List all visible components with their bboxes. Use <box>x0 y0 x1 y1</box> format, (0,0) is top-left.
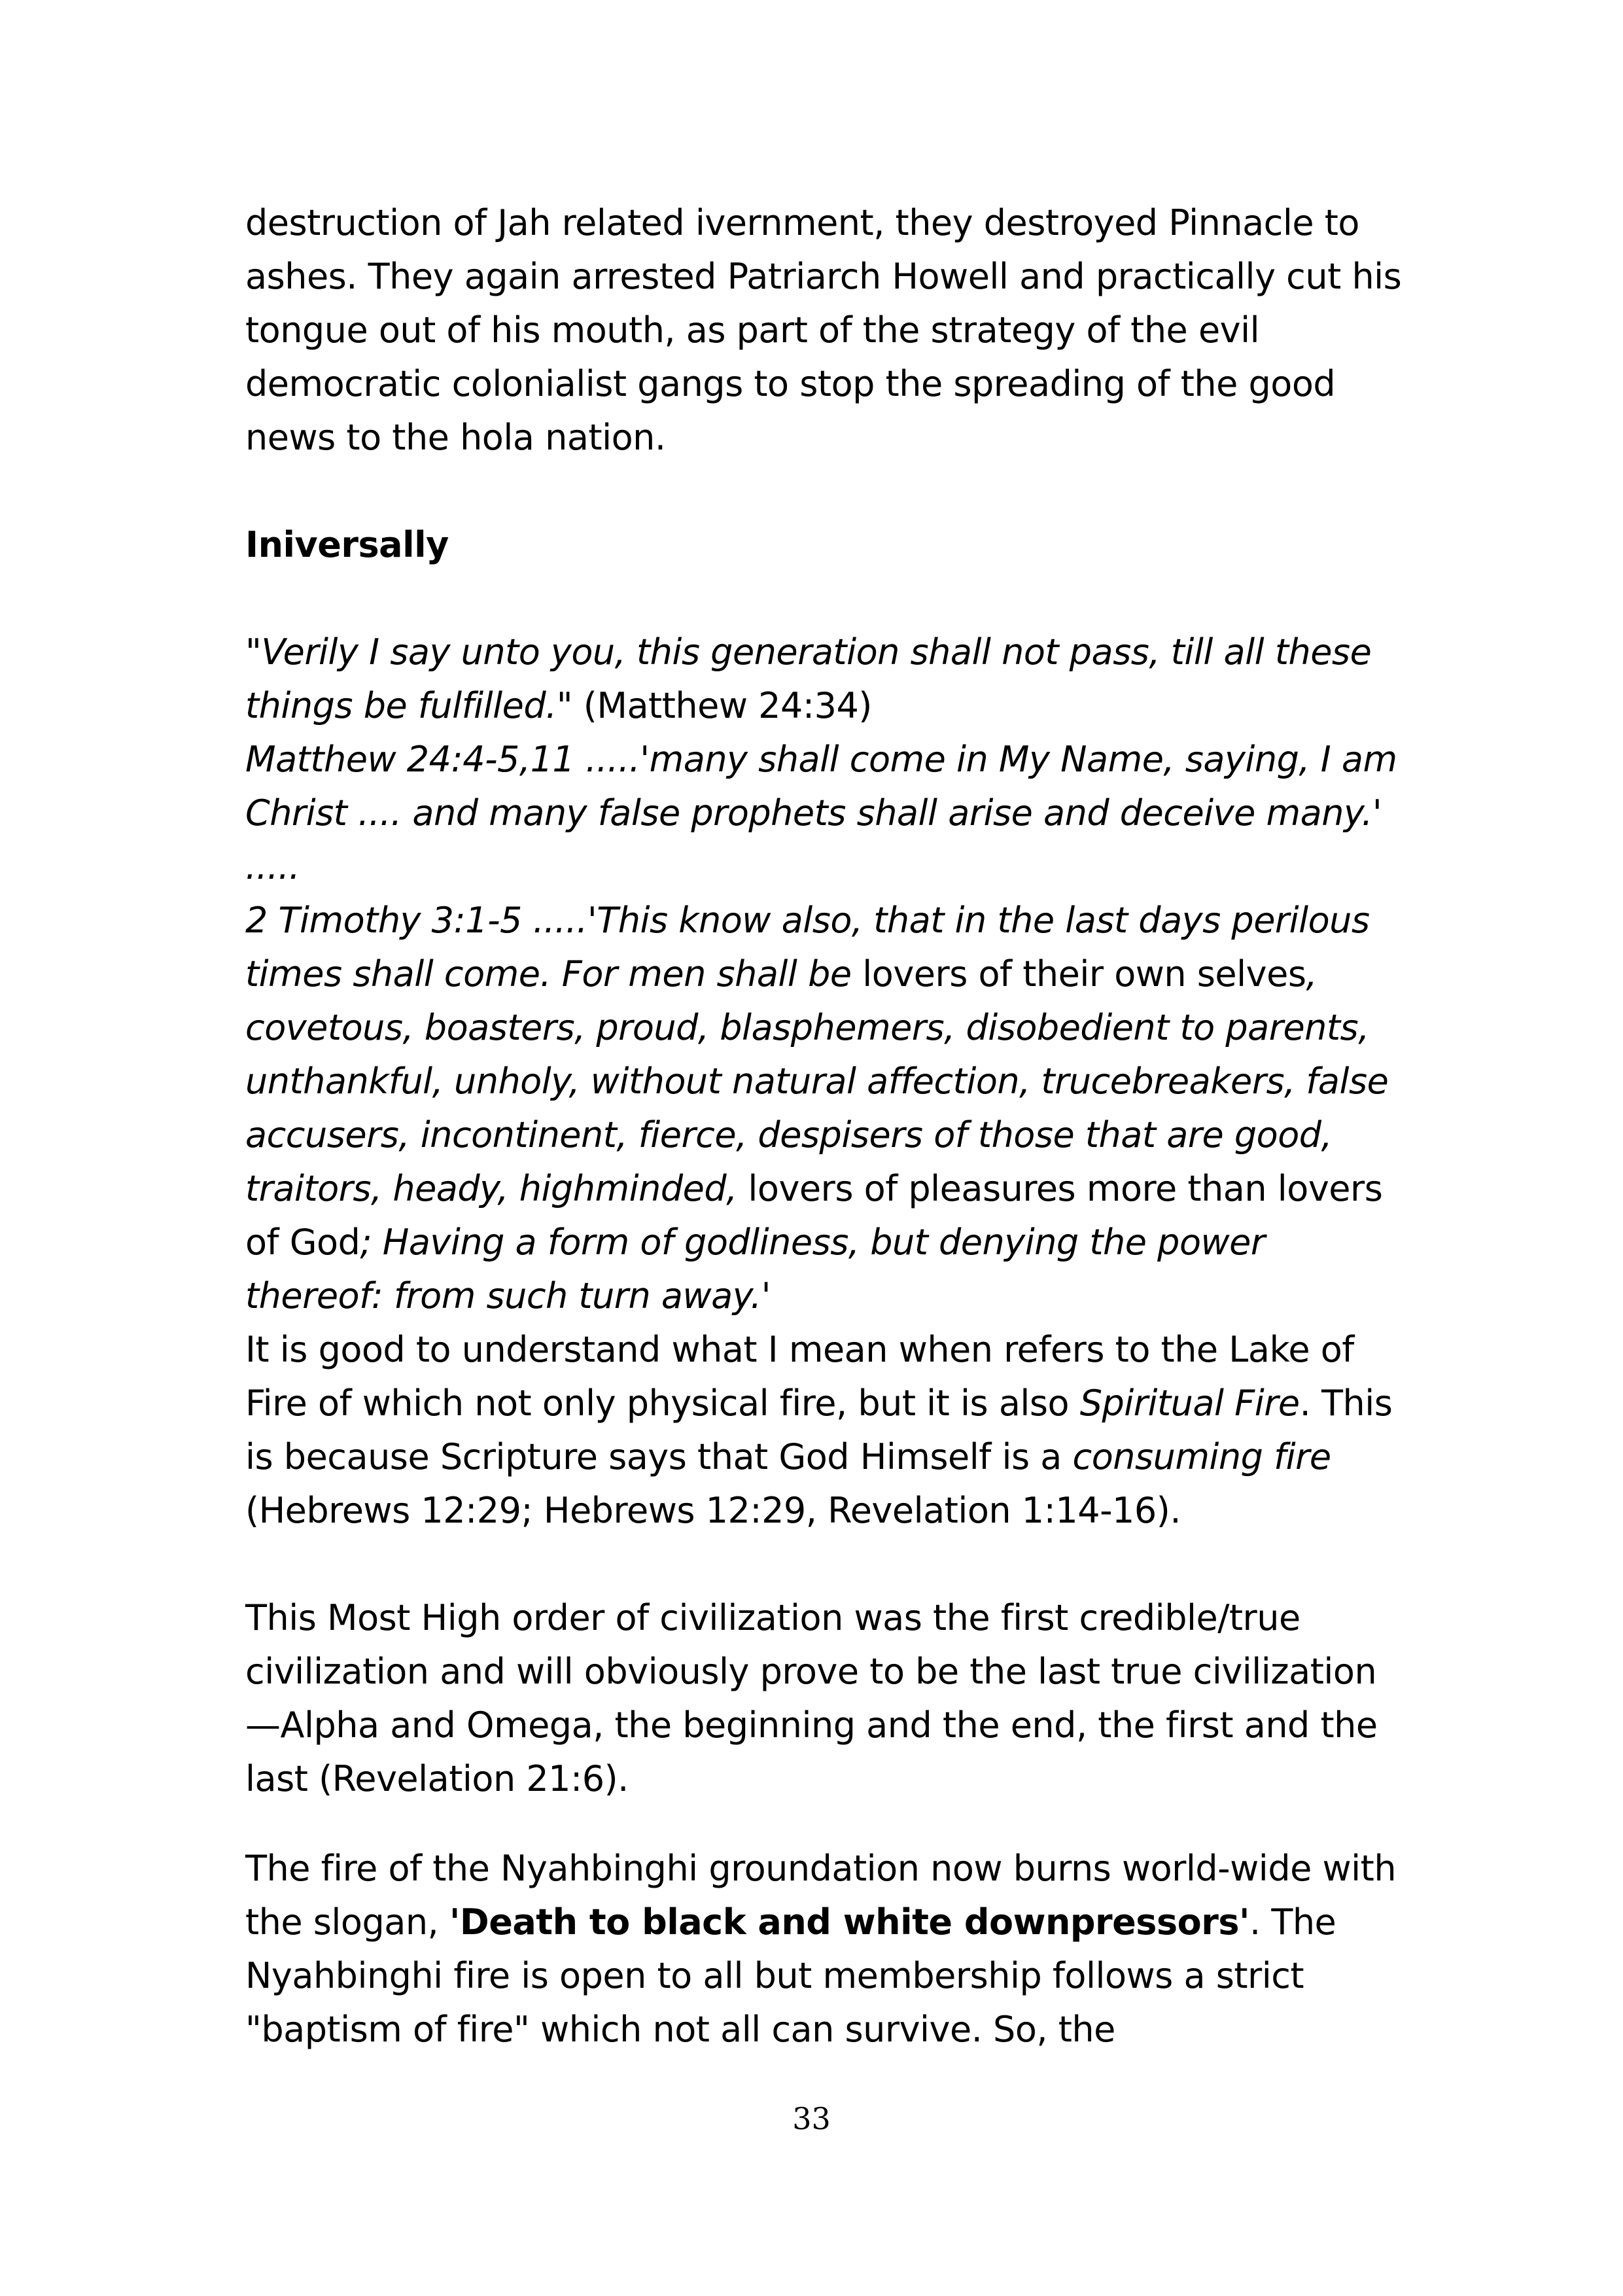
document-body <box>245 196 1410 2057</box>
emphasis: consuming fire <box>1072 1436 1331 1477</box>
quote-matthew-24-4 <box>245 733 1410 894</box>
text: It is good to understand what I mean when refers to the Lake of Fire of which not only physical fire, but it is also <box>245 1329 1354 1424</box>
paragraph-civilization: This Most High order of civilization was the first credible/true civilization and will obviously prove to be the last true civilization—Alpha and Omega, the beginning and the end, the first and the last (Revelation 21:6). <box>245 1597 1378 1799</box>
text: The fire of the Nyahbinghi groundation now burns world-wide with the slogan, <box>245 1848 1397 1943</box>
emphasis: Spiritual Fire <box>1079 1383 1300 1424</box>
quote-text: , covetous, boasters, proud, blasphemers, disobedient to parents, unthankful, unholy, without natural affection, trucebreakers, false accusers, incontinent, fierce, despisers of those that are good, traitors, heady, highminded, <box>245 953 1389 1209</box>
quote-text: 2 Timothy 3:1-5 .....'This know also, that in the last days perilous times shall come. For men shall be <box>245 900 1370 995</box>
page-number: 33 <box>792 2101 831 2136</box>
quote-timothy <box>245 894 1410 1323</box>
quote-reference: (Matthew 24:34) <box>572 685 872 726</box>
slogan: 'Death to black and white downpressors' <box>449 1901 1249 1943</box>
paragraph-pinnacle: destruction of Jah related ivernment, they destroyed Pinnacle to ashes. They again arrested Patriarch Howell and practically cut his tongue out of his mouth, as part of the strategy of the evil democratic colonialist gangs to stop the spreading of the good news to the hola nation. <box>245 202 1402 458</box>
paragraph-lake-of-fire <box>245 1323 1410 1538</box>
paragraph-nyahbinghi <box>245 1842 1410 2057</box>
quote-text: Matthew 24:4-5,11 .....'many shall come in My Name, saying, I am Christ .... and many false prophets shall arise and deceive many.' ..... <box>245 739 1397 887</box>
quote-plain: lovers of their own selves <box>851 953 1306 995</box>
text: . The Nyahbinghi fire is open to all but membership follows a strict "baptism of fire" which not all can survive. So, the <box>245 1901 1336 2050</box>
text: (Hebrews 12:29; Hebrews 12:29, Revelation 1:14-16). <box>245 1490 1181 1531</box>
quote-text: ; Having a form of godliness, but denying the power thereof: from such turn away.' <box>245 1222 1265 1316</box>
quote-plain: lovers of pleasures more than lovers of God <box>245 1168 1383 1263</box>
text: . This is because Scripture says that God Himself is a <box>245 1383 1393 1477</box>
quote-text: "Verily I say unto you, this generation shall not pass, till all these things be fulfilled." <box>245 631 1372 726</box>
section-heading: Iniversally <box>245 524 449 565</box>
quote-matthew-24-34 <box>245 626 1410 733</box>
